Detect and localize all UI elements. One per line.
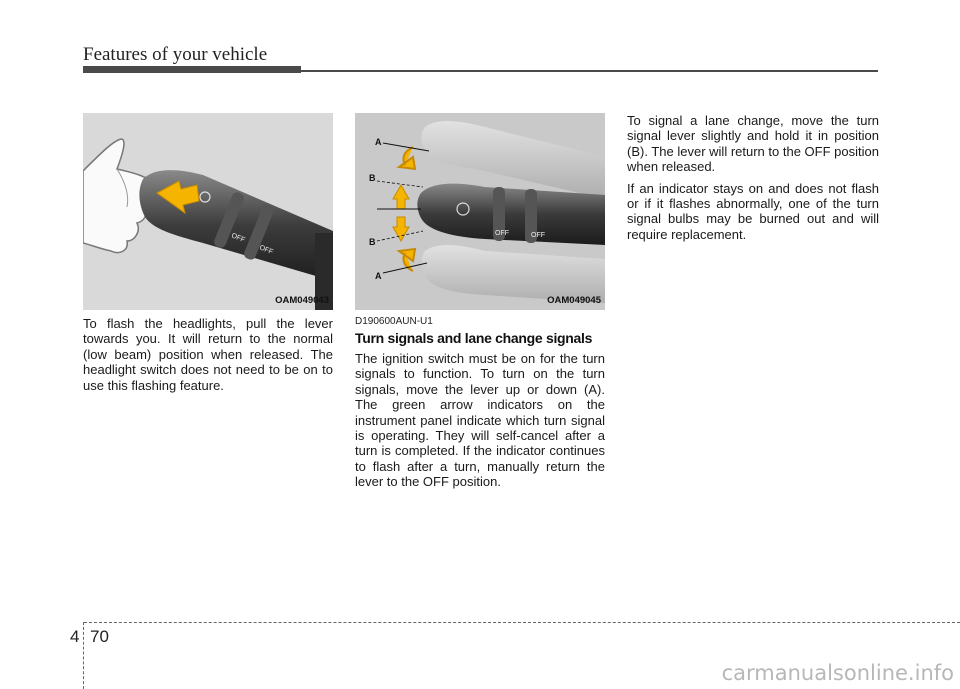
lane-change-paragraph: To signal a lane change, move the turn signal lever slightly and hold it in position (B). The lever will return to the OFF position when released.	[627, 113, 879, 175]
callout-label: A	[375, 137, 382, 147]
off-label: OFF	[258, 244, 274, 257]
header-rule-thin	[300, 70, 878, 72]
section-heading: Turn signals and lane change signals	[355, 330, 593, 346]
off-label: OFF	[531, 232, 545, 239]
indicator-paragraph: If an indicator stays on and does not flash or if it flashes abnormally, one of the turn signal bulbs may be burned out and will require replacement.	[627, 180, 879, 242]
turn-signal-illustration	[355, 113, 605, 310]
section-code: D190600AUN-U1	[355, 316, 433, 327]
callout-label: B	[369, 173, 376, 183]
figure-code: OAM049045	[547, 295, 601, 306]
chapter-number: 4	[70, 627, 80, 646]
page-number: 70	[90, 627, 109, 646]
footer-divider	[83, 622, 85, 689]
figure-flash-headlights	[83, 113, 333, 310]
callout-label: B	[369, 237, 376, 247]
figure-code: OAM049043	[275, 295, 329, 306]
figure-turn-signal-positions	[355, 113, 605, 310]
watermark: carmanualsonline.info	[721, 661, 954, 685]
turn-signal-paragraph: The ignition switch must be on for the turn signals to function. To turn on the turn signals, move the lever up or down (A). The green arrow indicators on the instrument panel indicate which turn signal is operating. They will self-cancel after a turn is completed. If the indicator continues to flash after a turn, manually return the lever to the OFF position.	[355, 351, 605, 490]
callout-label: A	[375, 271, 382, 281]
flash-paragraph: To flash the headlights, pull the lever towards you. It will return to the normal (low beam) position when released. The headlight switch does not need to be on to use this flashing feature.	[83, 316, 333, 393]
right-column	[627, 113, 879, 248]
middle-column	[355, 351, 605, 496]
headlight-flash-illustration	[83, 113, 333, 310]
header-rule-thick	[83, 66, 301, 73]
page-header-title: Features of your vehicle	[83, 44, 268, 65]
off-label: OFF	[495, 230, 509, 237]
off-label: OFF	[230, 232, 246, 245]
left-column	[83, 316, 333, 399]
footer-rule	[84, 622, 960, 623]
